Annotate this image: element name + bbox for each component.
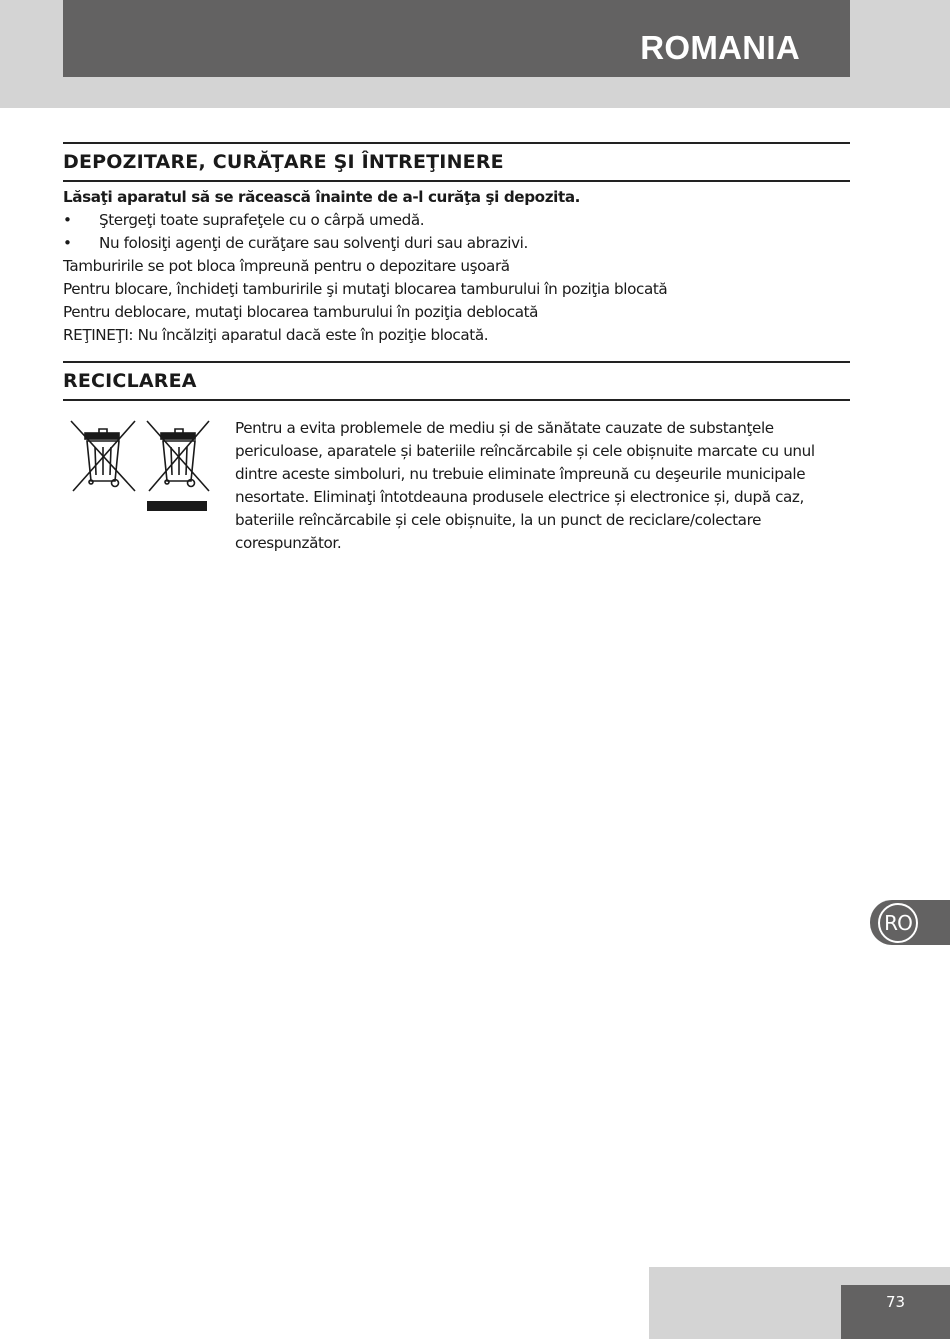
paragraph-line: nesortate. Eliminaţi întotdeauna produsele electrice și electronice și, după caz, [235, 488, 804, 506]
list-item [63, 232, 850, 255]
intro-text: Lăsaţi aparatul să se răcească înainte de a-l curăţa şi depozita. [63, 188, 581, 206]
body-line: Pentru deblocare, mutaţi blocarea tamburului în poziţia deblocată [63, 303, 539, 321]
paragraph-line: dintre aceste simboluri, nu trebuie eliminate împreună cu deşeurile municipale [235, 465, 806, 483]
body-line: Tamburirile se pot bloca împreună pentru o depozitare uşoară [63, 257, 510, 275]
bullet-icon: • [63, 211, 72, 229]
recycling-paragraph [235, 417, 850, 555]
list-item [63, 209, 850, 232]
language-tab [870, 900, 950, 945]
page-title: ROMANIA [640, 29, 800, 66]
section-heading-rule [63, 180, 850, 182]
list-item-text: Nu folosiţi agenţi de curăţare sau solvenţi duri sau abrazivi. [99, 234, 528, 252]
paragraph-line: periculoase, aparatele și bateriile reîncărcabile și cele obișnuite marcate cu unul [235, 442, 815, 460]
paragraph-line: corespunzător. [235, 534, 342, 552]
weee-symbols [63, 419, 213, 514]
body-line: Pentru blocare, închideţi tamburirile şi mutaţi blocarea tamburului în poziţia blocată [63, 280, 668, 298]
list-item-text: Ştergeţi toate suprafeţele cu o cârpă umedă. [99, 211, 425, 229]
paragraph-line: bateriile reîncărcabile și cele obișnuite, la un punct de reciclare/colectare [235, 511, 762, 529]
page-number: 73 [841, 1285, 950, 1339]
paragraph-line: Pentru a evita problemele de mediu și de sănătate cauzate de substanţele [235, 419, 774, 437]
header-bar [63, 0, 850, 77]
language-code: RO [878, 903, 918, 943]
crossed-bin-icon [71, 421, 135, 491]
bullet-icon: • [63, 234, 72, 252]
section-heading-rule [63, 399, 850, 401]
crossed-bin-with-bar-icon [147, 421, 209, 511]
storage-section [63, 142, 850, 347]
recycling-section [63, 361, 850, 581]
note-line: REŢINEŢI: Nu încălziţi aparatul dacă este în poziţie blocată. [63, 326, 489, 344]
section-heading: DEPOZITARE, CURĂŢARE ŞI ÎNTREŢINERE [63, 151, 504, 173]
section-heading: RECICLAREA [63, 370, 197, 392]
